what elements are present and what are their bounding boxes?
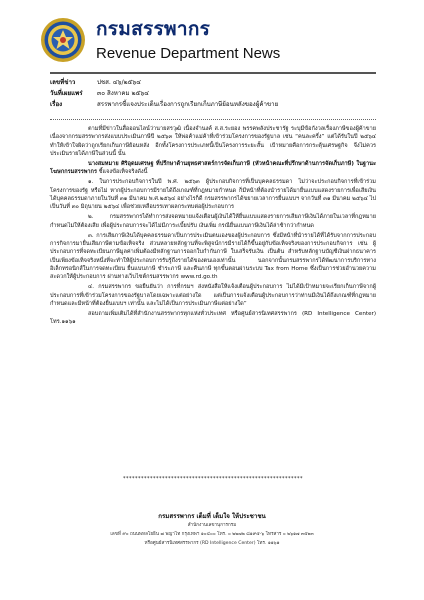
footer-office: สำนักงานเลขานุการกรม — [187, 523, 237, 528]
news-body — [50, 125, 376, 328]
body-paragraph-intro: ตามที่มีข่าวในสื่อออนไลน์ว่านายสรวุฒิ เนื่องจำนงค์ ส.ส.ระยอง พรรคพลังประชารัฐ ระบุมีข้อกังวลเรื่องภาษีของผู้ค้าขาย เนื่องจากกรมสรรพากรส่งแบบประเมินภาษีปี ๒๕๖๓ ให้พ่อค้าแม่ค้าที่เข้าร่วมโครงการของรัฐบาล เช่น “คนละครึ่ง” แต่ได้รับในปี ๒๕๖๔ ทำให้เข้าใจผิดว่าถูกเรียกเก็บภาษีย้อนหลัง อีกทั้งโครงการประเภทนี้เป็นโครงการระยะสั้น เป้าหมายคือการกระตุ้นเศรษฐกิจ จึงไม่ควรประเมินรายได้ภาษีในส่วนนี้ นั้น — [50, 126, 376, 157]
subject-value: สรรพากรชี้แจงประเด็นเรื่องการถูกเรียกเก็บภาษีย้อนหลังของผู้ค้าขาย — [97, 101, 279, 108]
spokesperson-name: นางสมหมาย ศิริอุดมเศรษฐ ที่ปรึกษาด้านยุทธศาสตร์การจัดเก็บภาษี (หัวหน้าคณะที่ปรึกษาด้านการจัดเก็บภาษี) ในฐานะโฆษกกรมสรรพากร — [50, 160, 376, 176]
news-number-row — [50, 78, 141, 87]
body-paragraph-point-3: ๓. การเสียภาษีเงินได้บุคคลธรรมดาเป็นการประเมินตนเองของผู้ประกอบการ ซึ่งมีหน้าที่นำรายได้ที่ได้รับจากการประกอบการกิจการมายื่นเสียภาษีตามข้อเท็จจริง ส่วนหลายหลักฐานที่จะพิสูจน์การมีรายได้ก็ขึ้นอยู่กับข้อเท็จจริงของการประกอบกิจการ เช่น ผู้ประกอบการที่จดทะเบียนภาษีมูลค่าเพิ่มต้องมีหลักฐานการออกใบกำกับภาษี ใบเสร็จรับเงิน เป็นต้น สำหรับหลักฐานบัญชีเงินฝากธนาคาร เป็นเพียงข้อเท็จจริงหนึ่งที่จะทำให้ผู้ประกอบการรับรู้ถึงรายได้ของตนเองเท่านั้น นอกจากนั้นกรมสรรพากรได้พัฒนาการบริการทางอิเล็กทรอนิกส์ในการจดทะเบียน ยื่นแบบภาษี ชำระภาษี และคืนภาษี ทุกขั้นตอนผ่านระบบ Tax from Home ซึ่งเป็นการช่วยอำนวยความสะดวกให้ผู้ประกอบการ ผ่านทางเว็บไซต์กรมสรรพากร www.rd.go.th — [50, 232, 376, 281]
footer-address: เลขที่ ๙๐ ถนนพหลโยธิน ๗ พญาไท กรุงเทพฯ ๑๐๔๐๐ โทร. ๐ ๒๒๗๒ ๘๑๙๕-๖ โทรสาร ๐ ๒๖๑๗ ๓๕๒๓ — [110, 532, 314, 537]
body-paragraph-spokesperson — [50, 160, 376, 177]
department-name-thai: กรมสรรพากร — [96, 18, 211, 40]
subject-row — [50, 100, 278, 109]
publish-date-label: วันที่เผยแพร่ — [50, 90, 83, 97]
body-paragraph-point-4: ๔. กรมสรรพากร ขอยืนยันว่า การที่กรมฯ ส่งหนังสือให้แจ้งเตือนผู้ประกอบการ ไม่ได้มีเป้าหมายจะเรียกเก็บภาษีจากผู้ประกอบการที่เข้าร่วมโครงการของรัฐบาลโดยเฉพาะแต่อย่างใด แต่เป็นการแจ้งเตือนผู้ประกอบการว่าท่านมีเงินได้ถึงเกณฑ์ที่กฎหมายกำหนดและมีหน้าที่ต้องยื่นแบบฯ เท่านั้น และไม่ได้เป็นการประเมินภาษีแต่อย่างใด” — [50, 284, 376, 307]
subject-label: เรื่อง — [50, 101, 63, 108]
news-number-label: เลขที่ข่าว — [50, 79, 76, 86]
body-paragraph-contact: สอบถามเพิ่มเติมได้ที่สำนักงานสรรพากรทุกแห่งทั่วประเทศ หรือศูนย์สารนิเทศสรรพากร (RD Intelligence Center) โทร.๑๑๖๑ — [50, 311, 376, 326]
body-paragraph-point-2: ๒. กรมสรรพากรได้ทำการส่งจดหมายแจ้งเตือนผู้เงินได้ให้ยื่นแบบแสดงรายการเสียภาษีเงินได้ภายในเวลาที่กฎหมายกำหนดไม่ให้ต้องเสีย เพื่อผู้ประกอบการจะได้ไม่มีภาระเบี้ยปรับ เงินเพิ่ม กรณียื่นแบบภาษีเงินได้ล่าช้ากว่ากำหนด — [50, 214, 376, 229]
publish-date-row — [50, 89, 149, 98]
body-paragraph-point-1: ๑. ในการประกอบกิจการในปี พ.ศ. ๒๕๖๓ ผู้ประกอบกิจการที่เป็นบุคคลธรรมดา ไม่ว่าจะประกอบกิจการที่เข้าร่วมโครงการของรัฐ หรือไม่ หากผู้ประกอบการมีรายได้ถึงเกณฑ์ที่กฎหมายกำหนด ก็มีหน้าที่ต้องนำรายได้มายื่นแบบแสดงรายการเพื่อเสียเงินได้บุคคลธรรมดาภายในวันที่ ๓๑ มีนาคม พ.ศ.๒๕๖๔ อย่างไรก็ดี กรมสรรพากรได้ขยายเวลาการยื่นแบบฯ จากวันที่ ๓๑ มีนาคม ๒๕๖๔ ไปเป็นวันที่ ๓๐ มิถุนายน ๒๕๖๔ เพื่อช่วยเหลือบรรเทาผลกระทบต่อผู้ประกอบการ — [50, 179, 376, 211]
spokesperson-statement: ชี้แจงข้อเท็จจริงดังนี้ — [96, 169, 148, 176]
footer-contact: หรือศูนย์สารนิเทศสรรพากร (RD Intelligence Center) โทร. ๑๑๖๑ — [144, 541, 280, 546]
header-divider — [50, 72, 376, 74]
publish-date-value: ๓๐ สิงหาคม ๒๕๖๔ — [97, 90, 149, 97]
dotted-separator — [50, 119, 376, 120]
news-number-value: ปชส. ๔๖/๒๕๖๔ — [97, 79, 141, 86]
footer-slogan: กรมสรรพากร เต็มที่ เต็มใจ ให้ประชาชน — [158, 513, 266, 520]
revenue-department-seal-logo — [40, 17, 86, 63]
department-name-english: Revenue Department News — [96, 45, 281, 62]
end-of-news-stars: ************************************************************ — [123, 476, 303, 482]
